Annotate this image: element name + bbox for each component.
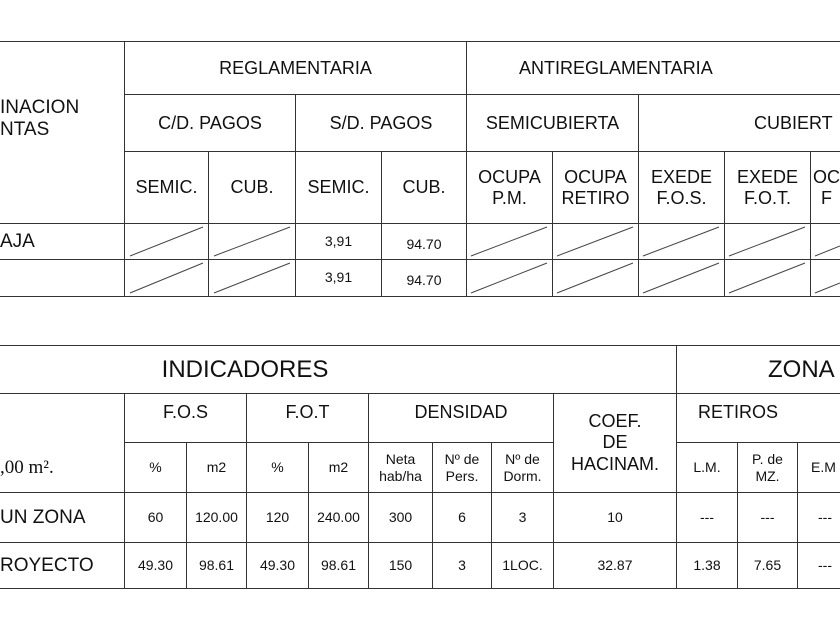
hatch-line [130,263,203,293]
table2-cell: 3 [458,557,466,574]
area-label: ,00 m². [0,456,54,478]
group-reglamentaria: REGLAMENTARIA [219,57,372,78]
group-antireglamentaria: ANTIREGLAMENTARIA [519,57,713,78]
col-cd-cub: CUB. [230,177,274,198]
subgroup-sd-pagos: S/D. PAGOS [329,112,433,133]
col-ocupa-retiro: OCUPA RETIRO [561,166,630,208]
table2-cell: 1.38 [693,557,721,574]
col-em: E.M [811,459,836,476]
subgroup-cd-pagos: C/D. PAGOS [158,112,262,133]
hatch-line [471,227,547,256]
table2-cell: 49.30 [259,557,296,574]
table1-cell: 3,91 [324,233,353,250]
col-sd-semic: SEMIC. [307,177,370,198]
hatch-line [729,263,805,293]
table2-cell: --- [818,557,832,574]
table2-cell: 10 [607,509,623,526]
table2-cell: 98.61 [320,557,357,574]
table2-cell: 49.30 [137,557,174,574]
table2-row-label: UN ZONA [0,506,86,528]
subgroup-cubierta: CUBIERT [754,112,833,133]
group-fot: F.O.T [285,401,330,422]
table2-cell: 3 [518,509,527,526]
table2-cell: --- [700,509,714,526]
hatch-line [729,227,805,256]
hatch-line [214,263,290,293]
col-pers: Nº de Pers. [444,451,480,484]
col-fot-pct: % [271,459,284,476]
table2-cell: 120 [265,509,290,526]
table2-cell: 6 [458,509,466,526]
table2-cell: 150 [388,557,413,574]
table1-row-label [0,260,120,296]
hatch-line [815,283,840,293]
group-retiros: RETIROS [697,401,778,422]
hatch-line [643,227,719,256]
table1-cell: 94.70 [406,271,442,288]
col-fot-m2: m2 [328,459,349,476]
table2-row-label: ROYECTO [0,554,94,576]
table1-cell: 94.70 [406,235,442,252]
hatch-line [471,263,547,293]
col-fos-m2: m2 [206,459,227,476]
table1-cell: 3,91 [324,268,353,285]
subgroup-semicubierta: SEMICUBIERTA [485,112,620,133]
col-dorm: Nº de Dorm. [503,451,542,484]
zona-title: ZONA [768,355,835,383]
col-exede-fot: EXEDE F.O.T. [736,166,799,208]
col-sd-cub: CUB. [402,177,446,198]
table2-cell: 1LOC. [502,557,543,574]
table2-cell: 7.65 [753,557,782,574]
table2-cell: --- [818,509,832,526]
table2-cell: 60 [147,509,164,526]
col-cd-semic: SEMIC. [135,177,198,198]
hatch-line [557,263,633,293]
col-exede-fos: EXEDE F.O.S. [650,166,713,208]
table2-cell: 98.61 [198,557,235,574]
group-coef-hacinam: COEF. DE HACINAM. [570,410,659,474]
indicadores-title: INDICADORES [161,355,329,383]
table2-cell: --- [760,509,775,526]
table2-cell: 300 [388,509,413,526]
col-neta: Neta hab/ha [379,451,422,484]
col-lm: L.M. [693,459,721,476]
group-densidad: DENSIDAD [414,401,508,422]
group-fos: F.O.S [162,401,208,422]
col-fos-pct: % [149,459,162,476]
hatch-line [815,246,840,256]
row-label-header: INACION NTAS [0,97,80,140]
hatch-line [130,227,203,256]
table2-cell: 240.00 [317,509,360,526]
col-ocupa-pm: OCUPA P.M. [478,166,541,208]
hatch-line [557,227,633,256]
hatch-line [214,227,290,256]
table2-cell: 32.87 [597,557,633,574]
hatch-line [643,263,719,293]
table2-cell: 120.00 [195,509,238,526]
col-ocupa-f: OC F [813,166,840,208]
table1-row-label: AJA [0,230,35,252]
col-pmz: P. de MZ. [752,451,783,484]
